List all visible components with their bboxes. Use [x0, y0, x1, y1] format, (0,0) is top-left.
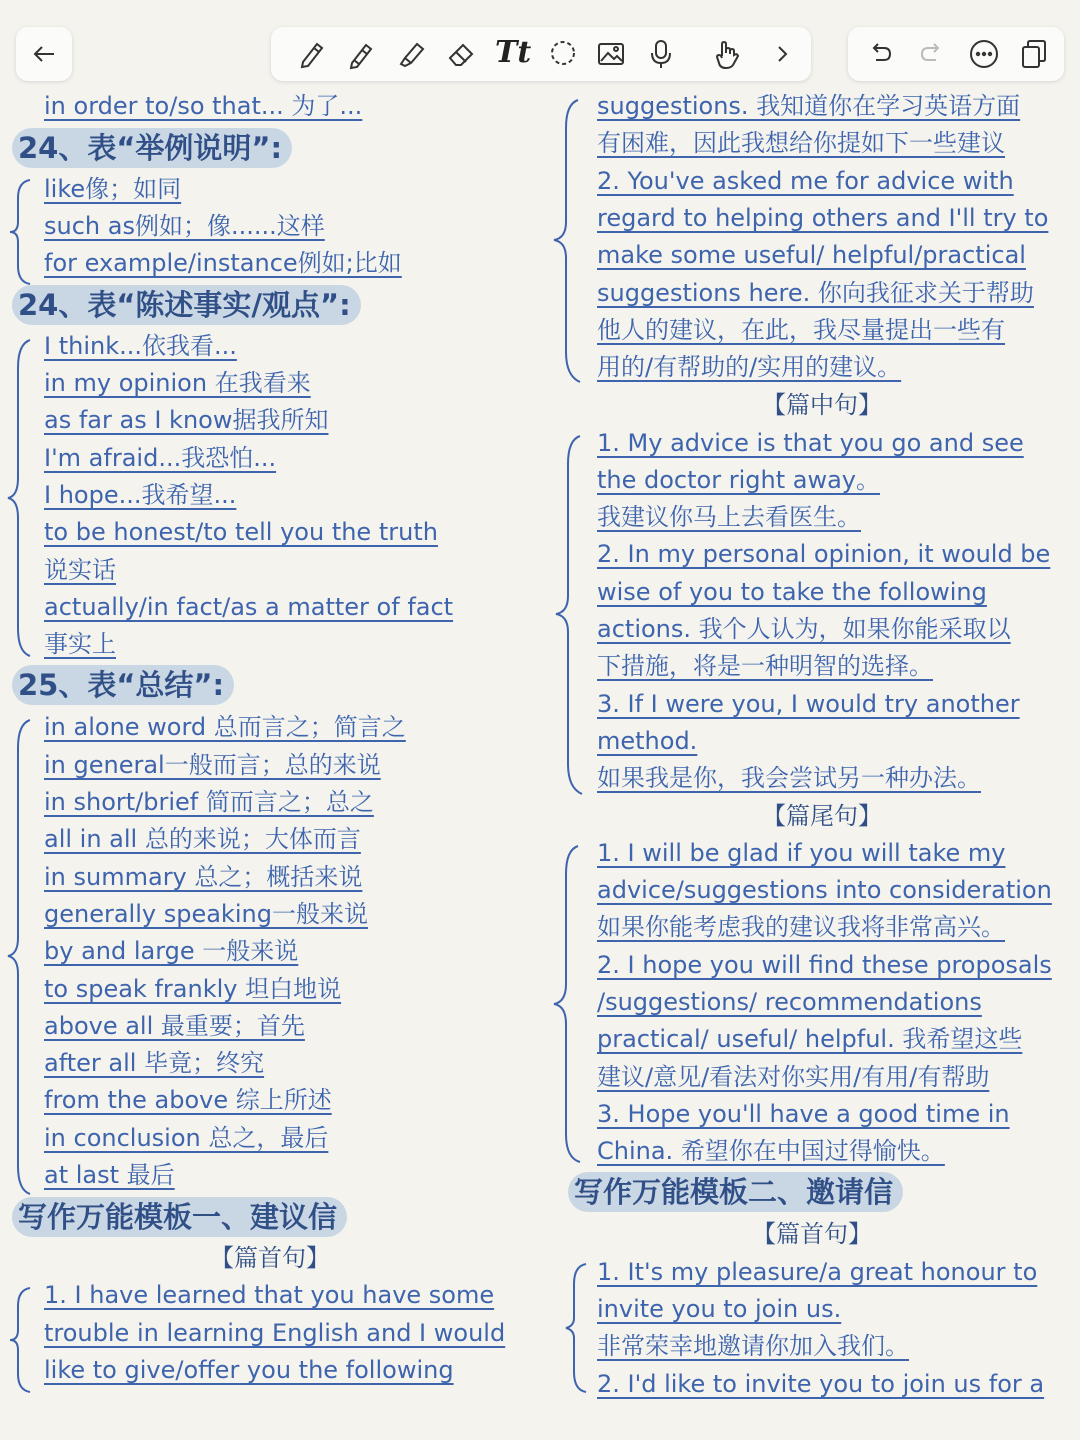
list-item: 事实上	[44, 630, 116, 658]
list-item: I hope...我希望...	[44, 481, 237, 509]
list-item: 有困难，因此我想给你提如下一些建议	[597, 129, 1005, 157]
list-item: wise of you to take the following	[597, 578, 987, 606]
list-item: to be honest/to tell you the truth	[44, 518, 438, 546]
template-heading-1: 写作万能模板一、建议信	[12, 1197, 347, 1237]
section-heading-25: 25、表“总结”:	[12, 665, 234, 705]
list-item: regard to helping others and I'll try to	[597, 204, 1049, 232]
list-item: 说实话	[44, 556, 116, 584]
list-item: in short/brief 简而言之；总之	[44, 788, 374, 816]
list-item: 下措施，将是一种明智的选择。	[597, 652, 933, 680]
list-item: generally speaking一般来说	[44, 900, 368, 928]
list-item: 3. Hope you'll have a good time in	[597, 1100, 1010, 1128]
list-item: trouble in learning English and I would	[44, 1319, 506, 1347]
brace-25	[4, 718, 36, 1196]
section-heading-24a: 24、表“举例说明”:	[12, 128, 292, 168]
hand-pointer-icon[interactable]	[711, 38, 743, 70]
list-item: actions. 我个人认为，如果你能采取以	[597, 615, 1011, 643]
actions-toolbar	[848, 27, 1064, 81]
pages-icon[interactable]	[1018, 38, 1050, 70]
list-item: 1. It's my pleasure/a great honour to	[597, 1258, 1038, 1286]
list-item: 2. You've asked me for advice with	[597, 167, 1014, 195]
list-item: 他人的建议，在此，我尽量提出一些有	[597, 316, 1005, 344]
list-item: actually/in fact/as a matter of fact	[44, 593, 454, 621]
list-item: all in all 总的来说；大体而言	[44, 825, 361, 853]
list-item: such as例如；像......这样	[44, 212, 325, 240]
text-tool-icon[interactable]: Tt	[495, 35, 532, 70]
list-item: in alone word 总而言之；简言之	[44, 713, 406, 741]
list-item: 建议/意见/看法对你实用/有用/有帮助	[597, 1063, 990, 1091]
image-icon[interactable]	[595, 38, 627, 70]
list-item: like像；如同	[44, 175, 182, 203]
list-item: to speak frankly 坦白地说	[44, 975, 342, 1003]
list-item: make some useful/ helpful/practical	[597, 241, 1026, 269]
drawing-toolbar	[271, 27, 811, 81]
middle-label: 【篇中句】	[762, 391, 882, 419]
brace-24a	[6, 178, 36, 286]
list-item: in conclusion 总之，最后	[44, 1124, 329, 1152]
undo-icon[interactable]	[864, 38, 896, 70]
list-item: 1. My advice is that you go and see	[597, 429, 1024, 457]
brace-t1	[6, 1286, 36, 1394]
back-button[interactable]	[16, 27, 72, 81]
pencil-icon[interactable]	[345, 38, 377, 70]
list-item: suggestions. 我知道你在学习英语方面	[597, 92, 1021, 120]
highlighter-icon[interactable]	[395, 38, 427, 70]
list-item: the doctor right away。	[597, 466, 880, 494]
list-item: 如果你能考虑我的建议我将非常高兴。	[597, 913, 1005, 941]
list-item: above all 最重要；首先	[44, 1012, 305, 1040]
more-icon[interactable]	[968, 38, 1000, 70]
list-item: 1. I have learned that you have some	[44, 1281, 495, 1309]
list-item: as far as I know据我所知	[44, 406, 329, 434]
list-item: 2. I'd like to invite you to join us for a	[597, 1370, 1045, 1398]
list-item: at last 最后	[44, 1161, 175, 1189]
eraser-icon[interactable]	[445, 38, 477, 70]
brace-24b	[4, 338, 36, 658]
list-item: in general一般而言；总的来说	[44, 751, 381, 779]
lasso-icon[interactable]	[547, 38, 579, 70]
list-item: for example/instance例如;比如	[44, 249, 402, 277]
brace-t2	[562, 1262, 592, 1394]
brace-mid	[552, 434, 586, 796]
list-item: I think...依我看...	[44, 332, 237, 360]
list-item: 2. In my personal opinion, it would be	[597, 540, 1051, 568]
list-item: 我建议你马上去看医生。	[597, 503, 861, 531]
note-line: in order to/so that... 为了...	[44, 92, 363, 120]
closing-label: 【篇尾句】	[762, 802, 882, 830]
list-item: 3. If I were you, I would try another	[597, 690, 1020, 718]
list-item: in my opinion 在我看来	[44, 369, 311, 397]
list-item: China. 希望你在中国过得愉快。	[597, 1137, 945, 1165]
list-item: I'm afraid...我恐怕...	[44, 444, 277, 472]
brace-end	[550, 844, 584, 1164]
opening-label: 【篇首句】	[210, 1244, 330, 1272]
list-item: 2. I hope you will find these proposals	[597, 951, 1052, 979]
opening-label-2: 【篇首句】	[752, 1220, 872, 1248]
list-item: practical/ useful/ helpful. 我希望这些	[597, 1025, 1023, 1053]
microphone-icon[interactable]	[645, 38, 677, 70]
brace-open	[550, 98, 584, 384]
arrow-left-icon	[28, 38, 60, 70]
chevron-right-icon[interactable]	[767, 38, 799, 70]
template-heading-2: 写作万能模板二、邀请信	[568, 1172, 903, 1212]
redo-icon[interactable]	[916, 38, 948, 70]
list-item: advice/suggestions into consideration	[597, 876, 1052, 904]
list-item: from the above 综上所述	[44, 1086, 332, 1114]
list-item: like to give/offer you the following	[44, 1356, 454, 1384]
list-item: 如果我是你，我会尝试另一种办法。	[597, 764, 981, 792]
section-heading-24b: 24、表“陈述事实/观点”:	[12, 285, 361, 325]
list-item: 用的/有帮助的/实用的建议。	[597, 353, 902, 381]
list-item: invite you to join us.	[597, 1295, 842, 1323]
list-item: method.	[597, 727, 698, 755]
list-item: suggestions here. 你向我征求关于帮助	[597, 279, 1034, 307]
list-item: in summary 总之；概括来说	[44, 863, 363, 891]
list-item: 非常荣幸地邀请你加入我们。	[597, 1332, 909, 1360]
pen-icon[interactable]	[295, 38, 327, 70]
list-item: after all 毕竟；终究	[44, 1049, 265, 1077]
list-item: 1. I will be glad if you will take my	[597, 839, 1006, 867]
list-item: /suggestions/ recommendations	[597, 988, 982, 1016]
list-item: by and large 一般来说	[44, 937, 299, 965]
